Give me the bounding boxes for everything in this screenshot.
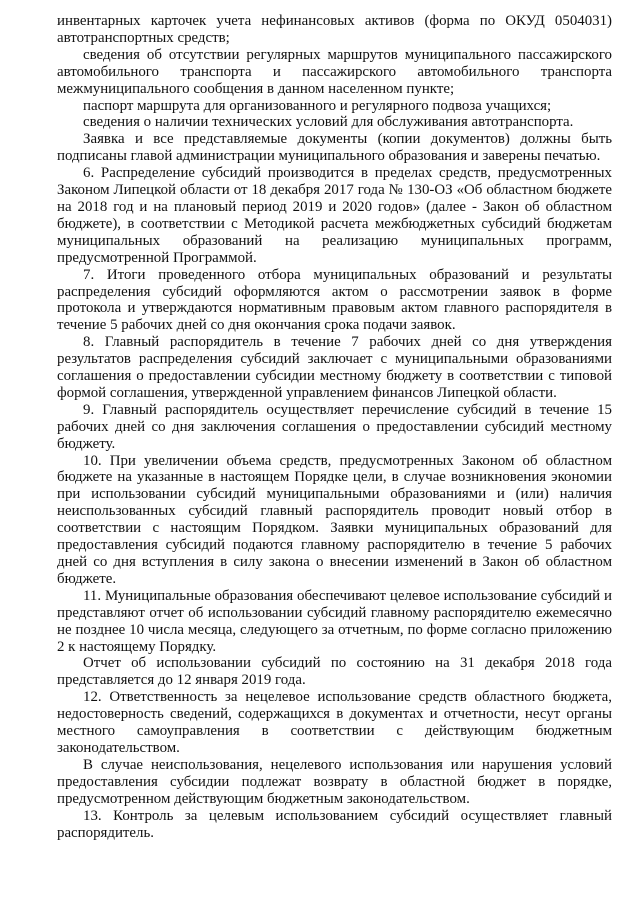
- paragraph-application-signing: Заявка и все представляемые документы (копии документов) должны быть подписаны главой администрации муниципального образования и заверены печатью.: [57, 131, 612, 165]
- paragraph-item-9-transfer: 9. Главный распорядитель осуществляет перечисление субсидий в течение 15 рабочих дней со дня заключения соглашения о предоставлении субсидий местному бюджету.: [57, 401, 612, 452]
- paragraph-vehicle-inventory-cards: инвентарных карточек учета нефинансовых активов (форма по ОКУД 0504031) автотранспортных средств;: [57, 13, 612, 46]
- paragraph-route-passport: паспорт маршрута для организованного и регулярного подвоза учащихся;: [83, 97, 552, 114]
- paragraph-item-11-reporting: 11. Муниципальные образования обеспечивают целевое использование субсидий и представляют отчет об использовании субсидий главному распорядителю ежемесячно не позднее 10 числа месяца, следующего за отчетным, по форме согласно приложению 2 к настоящему Порядку.: [57, 587, 612, 655]
- paragraph-refund: В случае неиспользования, нецелевого использования или нарушения условий предоставления субсидии подлежат возврату в областной бюджет в порядке, предусмотренном действующим бюджетным законодательством.: [57, 756, 612, 807]
- paragraph-annual-report: Отчет об использовании субсидий по состоянию на 31 декабря 2018 года представляется до 12 января 2019 года.: [57, 655, 612, 689]
- paragraph-item-10-new-selection: 10. При увеличении объема средств, предусмотренных Законом об областном бюджете на указанные в настоящем Порядке цели, в случае возникновения экономии при использовании субсидий муниципальными образованиями и (или) наличия неиспользованных субсидий главный распорядитель проводит новый отбор в соответствии с настоящим Порядком. Заявки муниципальных образований для предоставления субсидий подаются главному распорядителю в течение 5 рабочих дней со дня вступления в силу закона о внесении изменений в Закон об областном бюджете.: [57, 452, 612, 587]
- paragraph-technical-conditions: сведения о наличии технических условий для обслуживания автотранспорта.: [83, 114, 574, 131]
- paragraph-item-6-distribution: 6. Распределение субсидий производится в пределах средств, предусмотренных Законом Липецкой области от 18 декабря 2017 года № 130-ОЗ «Об областном бюджете на 2018 год и на плановый период 2019 и 2020 годов» (далее - Закон об областном бюджете), в соответствии с Методикой расчета межбюджетных субсидий бюджетам муниципальных образований на реализацию муниципальных программ, предусмотренной Программой.: [57, 165, 612, 266]
- paragraph-item-7-results: 7. Итоги проведенного отбора муниципальных образований и результаты распределения субсидий оформляются актом о рассмотрении заявок в форме протокола и утверждаются нормативным правовым актом главного распорядителя в течение 5 рабочих дней со дня окончания срока подачи заявок.: [57, 266, 612, 334]
- paragraph-item-8-agreements: 8. Главный распорядитель в течение 7 рабочих дней со дня утверждения результатов распределения субсидий заключает с муниципальными образованиями соглашения о предоставлении субсидии местному бюджету в соответствии с типовой формой соглашения, утвержденной управлением финансов Липецкой области.: [57, 334, 612, 401]
- paragraph-item-12-responsibility: 12. Ответственность за нецелевое использование средств областного бюджета, недостоверность сведений, содержащихся в документах и отчетности, несут органы местного самоуправления в соответствии с действующим бюджетным законодательством.: [57, 689, 612, 756]
- paragraph-item-13-control: 13. Контроль за целевым использованием субсидий осуществляет главный распорядитель.: [57, 807, 612, 841]
- paragraph-no-regular-routes: сведения об отсутствии регулярных маршрутов муниципального пассажирского автомобильного транспорта и пассажирского автомобильного транспорта межмуниципального сообщения в данном населенном пункте;: [57, 46, 612, 97]
